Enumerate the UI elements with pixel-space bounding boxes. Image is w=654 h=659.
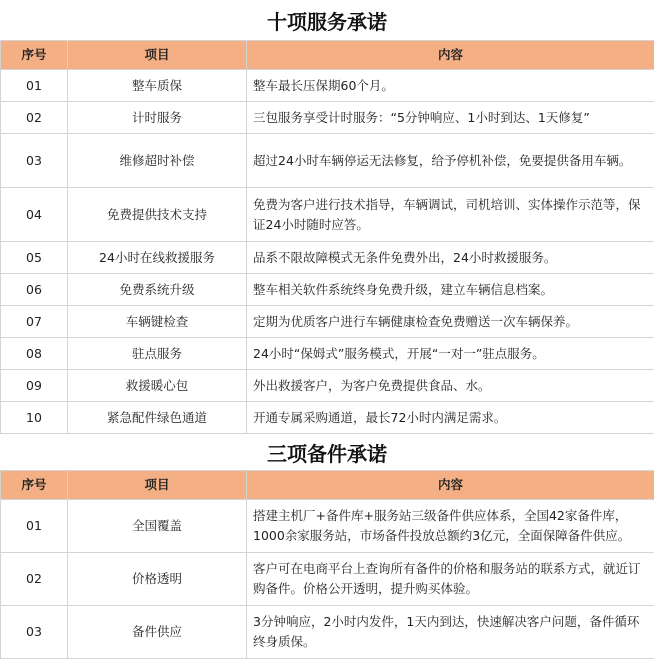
header-number: 序号 <box>1 41 68 70</box>
row-content: 三包服务享受计时服务：“5分钟响应、1小时到达、1天修复” <box>247 102 654 134</box>
row-item: 紧急配件绿色通道 <box>68 402 247 434</box>
row-content: 搭建主机厂+备件库+服务站三级备件供应体系，全国42家备件库，1000余家服务站，市场备件投放总额约3亿元，全面保障备件供应。 <box>247 500 654 553</box>
row-content: 外出救援客户，为客户免费提供食品、水。 <box>247 370 654 402</box>
table-row <box>1 370 654 402</box>
row-item: 计时服务 <box>68 102 247 134</box>
section1-title: 十项服务承诺 <box>0 0 654 40</box>
row-item: 整车质保 <box>68 70 247 102</box>
row-content: 超过24小时车辆停运无法修复，给予停机补偿，免要提供备用车辆。 <box>247 134 654 188</box>
header-item: 项目 <box>68 471 247 500</box>
table-row <box>1 274 654 306</box>
service-commitments-table <box>0 40 654 434</box>
row-item: 免费提供技术支持 <box>68 188 247 242</box>
table-row <box>1 500 654 553</box>
section2-title: 三项备件承诺 <box>0 434 654 470</box>
row-number: 02 <box>1 553 68 606</box>
table-row <box>1 134 654 188</box>
table-row <box>1 606 654 659</box>
row-number: 03 <box>1 606 68 659</box>
header-content: 内容 <box>247 471 654 500</box>
row-item: 24小时在线救援服务 <box>68 242 247 274</box>
table-row <box>1 338 654 370</box>
table-row <box>1 553 654 606</box>
row-number: 09 <box>1 370 68 402</box>
row-number: 02 <box>1 102 68 134</box>
header-item: 项目 <box>68 41 247 70</box>
row-item: 维修超时补偿 <box>68 134 247 188</box>
row-number: 01 <box>1 500 68 553</box>
table-row <box>1 242 654 274</box>
row-content: 整车最长压保期60个月。 <box>247 70 654 102</box>
row-number: 04 <box>1 188 68 242</box>
row-item: 价格透明 <box>68 553 247 606</box>
row-number: 10 <box>1 402 68 434</box>
table-header-row <box>1 471 654 500</box>
table-header-row <box>1 41 654 70</box>
parts-commitments-table <box>0 470 654 659</box>
row-item: 备件供应 <box>68 606 247 659</box>
table-row <box>1 102 654 134</box>
row-content: 免费为客户进行技术指导，车辆调试，司机培训、实体操作示范等，保证24小时随时应答。 <box>247 188 654 242</box>
row-content: 定期为优质客户进行车辆健康检查免费赠送一次车辆保养。 <box>247 306 654 338</box>
table-row <box>1 188 654 242</box>
row-number: 07 <box>1 306 68 338</box>
row-content: 3分钟响应，2小时内发件，1天内到达，快速解决客户问题，备件循环终身质保。 <box>247 606 654 659</box>
table-row <box>1 70 654 102</box>
row-number: 03 <box>1 134 68 188</box>
table-row <box>1 402 654 434</box>
row-item: 车辆键检查 <box>68 306 247 338</box>
row-item: 救援暖心包 <box>68 370 247 402</box>
row-number: 01 <box>1 70 68 102</box>
row-content: 整车相关软件系统终身免费升级，建立车辆信息档案。 <box>247 274 654 306</box>
row-content: 开通专属采购通道，最长72小时内满足需求。 <box>247 402 654 434</box>
row-item: 全国覆盖 <box>68 500 247 553</box>
row-number: 05 <box>1 242 68 274</box>
row-item: 驻点服务 <box>68 338 247 370</box>
table-row <box>1 306 654 338</box>
row-item: 免费系统升级 <box>68 274 247 306</box>
row-content: 客户可在电商平台上查询所有备件的价格和服务站的联系方式，就近订购备件。价格公开透明，提升购买体验。 <box>247 553 654 606</box>
header-content: 内容 <box>247 41 654 70</box>
row-content: 品系不限故障模式无条件免费外出，24小时救援服务。 <box>247 242 654 274</box>
row-number: 06 <box>1 274 68 306</box>
header-number: 序号 <box>1 471 68 500</box>
row-number: 08 <box>1 338 68 370</box>
row-content: 24小时“保姆式”服务模式，开展“一对一”驻点服务。 <box>247 338 654 370</box>
